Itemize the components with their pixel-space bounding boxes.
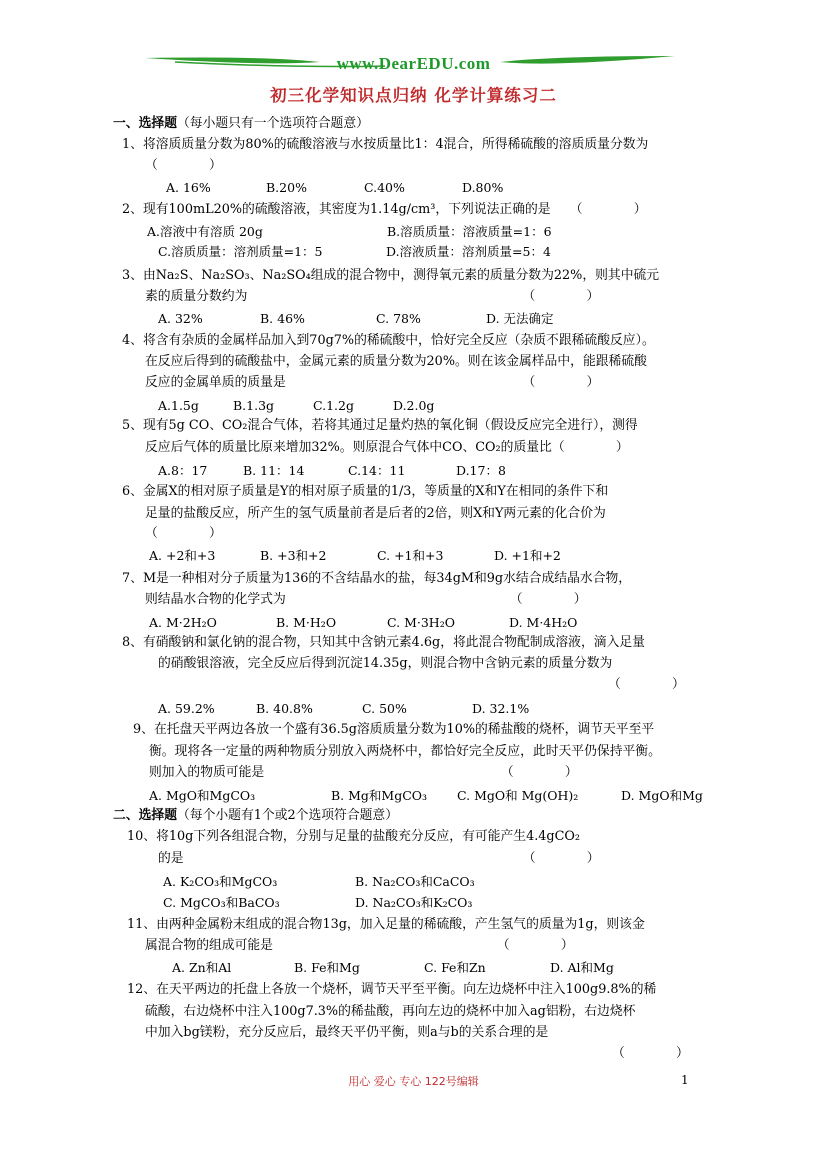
q8-option-c: C. 50% bbox=[362, 701, 407, 716]
site-url[interactable]: www.DearEDU.com bbox=[336, 54, 491, 73]
q3-option-a: A. 32% bbox=[158, 311, 203, 326]
footer-text: 用心 爱心 专心 122号编辑 bbox=[348, 1075, 479, 1088]
q9-option-b: B. Mg和MgCO₃ bbox=[331, 788, 428, 803]
q7-option-c: C. M·3H₂O bbox=[387, 615, 455, 630]
q2-option-b: B.溶质质量：溶液质量=1：6 bbox=[387, 224, 552, 239]
q12-line3: 中加入bg镁粉，充分反应后，最终天平仍平衡，则a与b的关系合理的是 bbox=[145, 1025, 549, 1040]
q9-option-c: C. MgO和 Mg(OH)₂ bbox=[457, 788, 579, 803]
q7-line1: 7、M是一种相对分子质量为136的不含结晶水的盐，每34gM和9g水结合成结晶水合物， bbox=[122, 571, 632, 586]
q6-option-a: A. +2和+3 bbox=[149, 548, 216, 563]
q4-line3: 反应的金属单质的质量是 （ ） bbox=[145, 375, 600, 390]
q11-option-a: A. Zn和Al bbox=[172, 960, 232, 975]
q5-option-d: D.17：8 bbox=[456, 463, 506, 478]
q4-option-c: C.1.2g bbox=[313, 398, 354, 413]
q6-option-d: D. +1和+2 bbox=[494, 548, 561, 563]
q4-line1: 4、将含有杂质的金属样品加入到70g7%的稀硫酸中，恰好完全反应（杂质不跟稀硫酸反应）。 bbox=[122, 333, 655, 348]
section-2-heading: 二、选择题（每个小题有1个或2个选项符合题意） bbox=[113, 808, 399, 823]
q6-line2: 足量的盐酸反应，所产生的氢气质量前者是后者的2倍，则X和Y两元素的化合价为 bbox=[145, 506, 606, 521]
q7-option-b: B. M·H₂O bbox=[276, 615, 337, 630]
q10-line2: 的是 （ ） bbox=[158, 851, 600, 866]
q8-option-a: A. 59.2% bbox=[158, 701, 215, 716]
q8-option-b: B. 40.8% bbox=[256, 701, 313, 716]
page-title: 初三化学知识点归纳 化学计算练习二 bbox=[270, 86, 557, 105]
q5-line1: 5、现有5g CO、CO₂混合气体，若将其通过足量灼热的氧化铜（假设反应完全进行），测得 bbox=[122, 418, 638, 433]
q1-option-b: B.20% bbox=[266, 180, 307, 195]
q9-option-d: D. MgO和Mg bbox=[621, 788, 703, 803]
q6-option-b: B. +3和+2 bbox=[260, 548, 327, 563]
q9-line2: 衡。现将各一定量的两种物质分别放入两烧杯中，都恰好完全反应，此时天平仍保持平衡。 bbox=[149, 744, 661, 759]
q9-line1: 9、在托盘天平两边各放一个盛有36.5g溶质质量分数为10%的稀盐酸的烧杯，调节天平至平 bbox=[133, 722, 655, 737]
q6-line3: （ ） bbox=[145, 526, 222, 541]
q2-line1: 2、现有100mL20%的硫酸溶液，其密度为1.14g/cm³，下列说法正确的是 （ ） bbox=[122, 202, 647, 217]
q2-option-a: A.溶液中有溶质 20g bbox=[147, 224, 263, 239]
section-1-heading: 一、选择题（每小题只有一个选项符合题意） bbox=[113, 116, 369, 131]
q1-line1: 1、将溶质质量分数为80%的硫酸溶液与水按质量比1：4混合，所得稀硫酸的溶质质量分数为 bbox=[122, 137, 649, 152]
q11-line2: 属混合物的组成可能是 （ ） bbox=[145, 938, 574, 953]
q5-option-c: C.14：11 bbox=[348, 463, 406, 478]
q5-option-b: B. 11：14 bbox=[243, 463, 305, 478]
q8-option-d: D. 32.1% bbox=[472, 701, 530, 716]
q11-option-d: D. Al和Mg bbox=[550, 960, 614, 975]
q10-option-c: C. MgCO₃和BaCO₃ bbox=[163, 895, 280, 910]
q4-option-a: A.1.5g bbox=[158, 398, 199, 413]
q1-option-d: D.80% bbox=[462, 180, 504, 195]
q12-line4: （ ） bbox=[612, 1046, 689, 1061]
q2-option-d: D.溶液质量：溶剂质量=5：4 bbox=[386, 244, 551, 259]
q1-line2: （ ） bbox=[145, 158, 222, 173]
q8-line2: 的硝酸银溶液，完全反应后得到沉淀14.35g，则混合物中含钠元素的质量分数为 bbox=[158, 656, 613, 671]
q7-line2: 则结晶水合物的化学式为 （ ） bbox=[145, 592, 587, 607]
page-number: 1 bbox=[681, 1073, 689, 1087]
q10-option-d: D. Na₂CO₃和K₂CO₃ bbox=[355, 895, 473, 910]
q3-option-b: B. 46% bbox=[260, 311, 305, 326]
q6-option-c: C. +1和+3 bbox=[377, 548, 444, 563]
q1-option-c: C.40% bbox=[364, 180, 405, 195]
q8-line1: 8、有硝酸钠和氯化钠的混合物，只知其中含钠元素4.6g，将此混合物配制成溶液，滴入足量 bbox=[122, 635, 645, 650]
q3-line1: 3、由Na₂S、Na₂SO₃、Na₂SO₄组成的混合物中，测得氧元素的质量分数为22%，则其中硫元 bbox=[122, 268, 660, 283]
q3-line2: 素的质量分数约为 （ ） bbox=[145, 289, 600, 304]
q11-line1: 11、由两种金属粉末组成的混合物13g，加入足量的稀硫酸，产生氢气的质量为1g，则该金 bbox=[127, 917, 645, 932]
q10-option-b: B. Na₂CO₃和CaCO₃ bbox=[355, 874, 475, 889]
q3-option-c: C. 78% bbox=[376, 311, 421, 326]
q12-line2: 硫酸，右边烧杯中注入100g7.3%的稀盐酸，再向左边的烧杯中加入ag铝粉，右边烧杯 bbox=[145, 1004, 636, 1019]
q5-line2: 反应后气体的质量比原来增加32%。则原混合气体中CO、CO₂的质量比（ ） bbox=[145, 440, 629, 455]
q11-option-b: B. Fe和Mg bbox=[294, 960, 360, 975]
q7-option-d: D. M·4H₂O bbox=[509, 615, 578, 630]
q2-option-c: C.溶质质量：溶剂质量=1：5 bbox=[158, 244, 323, 259]
q5-option-a: A.8：17 bbox=[158, 463, 208, 478]
q12-line1: 12、在天平两边的托盘上各放一个烧杯，调节天平至平衡。向左边烧杯中注入100g9.8%的稀 bbox=[127, 982, 657, 997]
q9-line3: 则加入的物质可能是 （ ） bbox=[149, 765, 578, 780]
q3-option-d: D. 无法确定 bbox=[486, 311, 554, 326]
q11-option-c: C. Fe和Zn bbox=[424, 960, 486, 975]
q7-option-a: A. M·2H₂O bbox=[149, 615, 217, 630]
q4-line2: 在反应后得到的硫酸盐中，金属元素的质量分数为20%。则在该金属样品中，能跟稀硫酸 bbox=[145, 354, 647, 369]
q10-line1: 10、将10g下列各组混合物，分别与足量的盐酸充分反应，有可能产生4.4gCO₂ bbox=[127, 829, 581, 844]
q4-option-b: B.1.3g bbox=[233, 398, 275, 413]
q1-option-a: A. 16% bbox=[166, 180, 211, 195]
q9-option-a: A. MgO和MgCO₃ bbox=[149, 788, 256, 803]
q8-line3: （ ） bbox=[608, 677, 685, 692]
q6-line1: 6、金属X的相对原子质量是Y的相对原子质量的1/3，等质量的X和Y在相同的条件下和 bbox=[122, 484, 609, 499]
q4-option-d: D.2.0g bbox=[393, 398, 435, 413]
q10-option-a: A. K₂CO₃和MgCO₃ bbox=[163, 874, 278, 889]
